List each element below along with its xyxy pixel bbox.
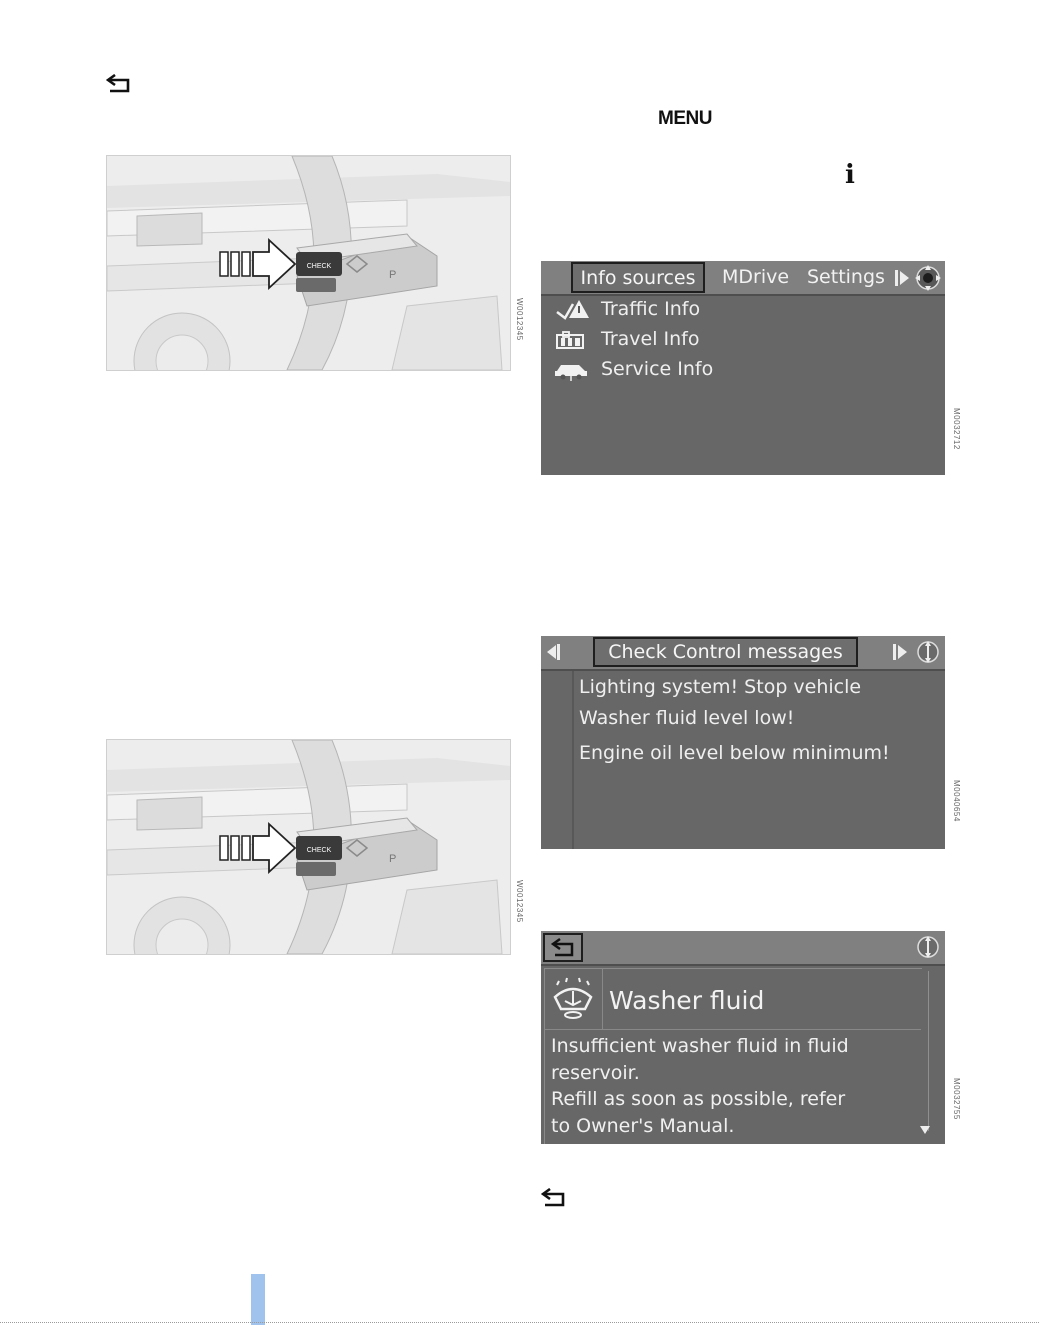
photo-code-top: W0012345 <box>515 298 524 341</box>
lever-photo-bottom <box>106 739 511 955</box>
menu-item-service-info[interactable]: Service Info <box>601 358 714 380</box>
scrollbar-track[interactable] <box>928 971 929 1131</box>
traffic-warning-icon <box>555 298 591 320</box>
message-list-divider <box>572 671 574 849</box>
check-control-screen <box>541 636 945 849</box>
controller-knob-icon-cc <box>913 637 943 667</box>
tab-info-sources[interactable]: Info sources <box>571 262 705 293</box>
svg-text:P: P <box>389 853 397 865</box>
controller-knob-icon <box>913 263 943 293</box>
menu-button-label: MENU <box>658 108 712 129</box>
cc-message-2[interactable]: Washer fluid level low! <box>579 707 795 729</box>
scroll-down-icon[interactable] <box>919 1125 931 1135</box>
info-button-glyph: i <box>845 160 855 190</box>
back-arrow-icon <box>106 74 132 94</box>
tab-settings[interactable]: Settings <box>807 266 885 288</box>
cc-message-1[interactable]: Lighting system! Stop vehicle <box>579 676 862 698</box>
screen-code-info: M0032712 <box>952 408 961 450</box>
washer-fluid-screen <box>541 931 945 1144</box>
cc-message-3[interactable]: Engine oil level below minimum! <box>579 742 890 764</box>
lever-illustration-bottom <box>107 740 510 954</box>
svg-text:P: P <box>389 269 397 281</box>
lever-illustration-top <box>107 156 510 370</box>
controller-knob-icon-detail <box>913 932 943 962</box>
icon-divider <box>602 968 603 1029</box>
info-sources-screen <box>541 261 945 475</box>
tab-check-control-messages[interactable]: Check Control messages <box>593 637 858 667</box>
detail-line-3: Refill as soon as possible, refer <box>551 1088 846 1110</box>
photo-code-bottom: W0012345 <box>515 880 524 923</box>
scroll-left-tick <box>557 644 560 660</box>
screen-code-cc: M0040654 <box>952 780 961 822</box>
scroll-right-icon-cc[interactable] <box>898 645 907 659</box>
footer-chapter-tab <box>251 1274 265 1325</box>
service-car-icon <box>553 359 589 381</box>
detail-title: Washer fluid <box>609 986 765 1015</box>
screen-tab-bar-detail <box>541 931 945 966</box>
back-button[interactable] <box>543 933 583 962</box>
footer-rule <box>0 1322 1039 1323</box>
scroll-left-icon[interactable] <box>547 645 556 659</box>
scroll-right-icon[interactable] <box>900 271 909 285</box>
washer-fluid-icon <box>549 975 597 1023</box>
detail-line-4: to Owner's Manual. <box>551 1115 735 1137</box>
back-arrow-icon-bottom <box>541 1188 567 1208</box>
lever-check-label: CHECK <box>306 263 332 270</box>
travel-info-icon <box>555 329 589 351</box>
menu-item-traffic-info[interactable]: Traffic Info <box>601 298 701 320</box>
back-arrow-icon-screen <box>545 935 581 960</box>
tab-mdrive[interactable]: MDrive <box>722 266 790 288</box>
lever-photo-top <box>106 155 511 371</box>
detail-line-1: Insufficient washer fluid in fluid <box>551 1035 849 1057</box>
screen-code-detail: M0032755 <box>952 1078 961 1120</box>
lever-check-label-2: CHECK <box>306 847 332 854</box>
detail-line-2: reservoir. <box>551 1062 640 1084</box>
menu-item-travel-info[interactable]: Travel Info <box>601 328 700 350</box>
scroll-right-tick-cc <box>893 644 896 660</box>
title-divider <box>544 1029 921 1030</box>
scroll-right-tick <box>895 270 898 286</box>
